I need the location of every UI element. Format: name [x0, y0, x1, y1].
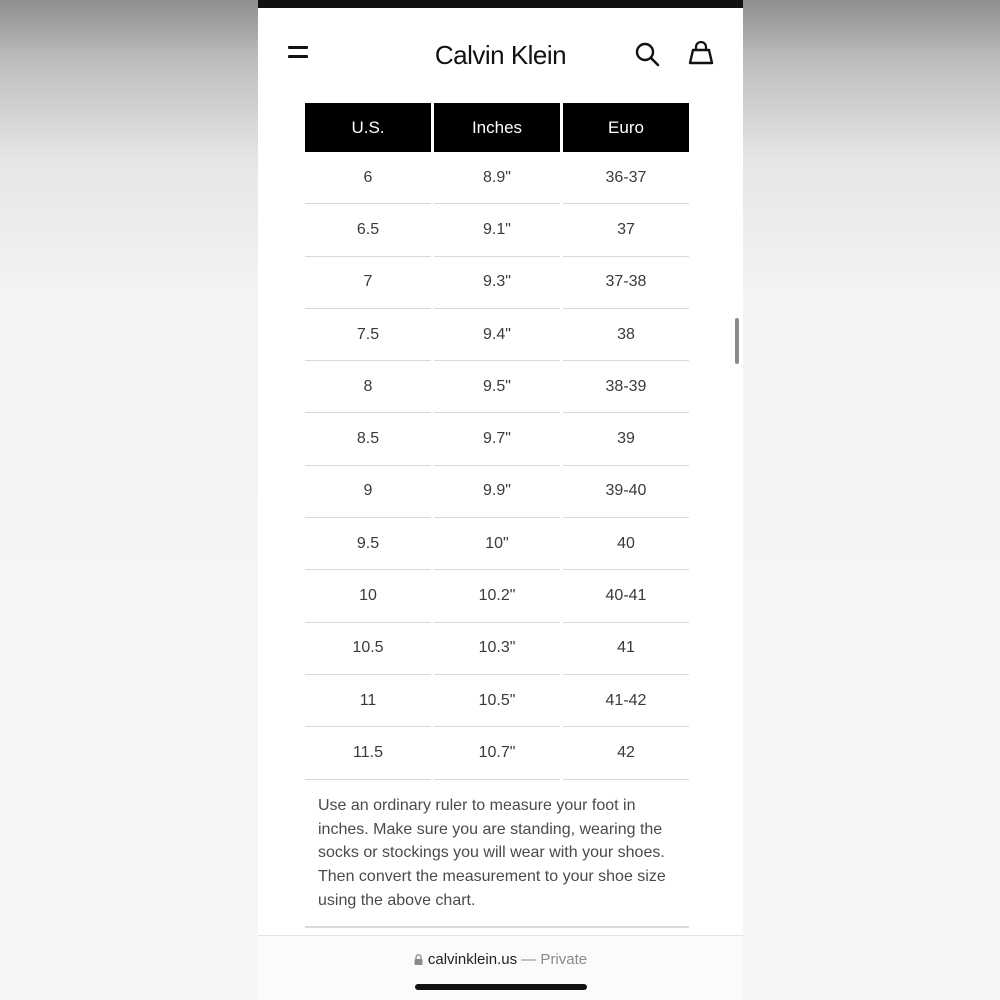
- table-row: [305, 309, 689, 361]
- us-size-cell: 9.5: [305, 518, 431, 570]
- us-size-cell: 6: [305, 152, 431, 204]
- us-size-cell: 11.5: [305, 727, 431, 779]
- divider: [305, 926, 689, 928]
- euro-size-cell: 40: [563, 518, 689, 570]
- us-size-cell: 10.5: [305, 623, 431, 675]
- euro-size-cell: 38: [563, 309, 689, 361]
- us-size-cell: 7.5: [305, 309, 431, 361]
- us-size-cell: 8.5: [305, 413, 431, 465]
- private-label: — Private: [521, 951, 588, 968]
- table-row: [305, 727, 689, 779]
- table-row: [305, 152, 689, 204]
- table-row: [305, 361, 689, 413]
- table-row: [305, 518, 689, 570]
- inches-cell: 9.9": [434, 466, 560, 518]
- home-indicator[interactable]: [415, 984, 587, 990]
- inches-cell: 9.3": [434, 257, 560, 309]
- table-body: [305, 152, 689, 780]
- status-bar: [258, 0, 743, 8]
- euro-size-cell: 37: [563, 204, 689, 256]
- inches-cell: 9.5": [434, 361, 560, 413]
- us-size-cell: 6.5: [305, 204, 431, 256]
- phone-screen: [258, 0, 743, 1000]
- euro-size-cell: 36-37: [563, 152, 689, 204]
- search-icon[interactable]: [634, 41, 660, 67]
- measurement-instructions: Use an ordinary ruler to measure your foot in inches. Make sure you are standing, wearing the socks or stockings you will wear with your shoes. Then convert the measurement to your shoe size using the above chart.: [318, 797, 666, 909]
- lock-icon: [414, 954, 423, 965]
- inches-cell: 10.2": [434, 570, 560, 622]
- us-size-cell: 7: [305, 257, 431, 309]
- inches-cell: 8.9": [434, 152, 560, 204]
- euro-size-cell: 41: [563, 623, 689, 675]
- inches-cell: 9.4": [434, 309, 560, 361]
- euro-size-cell: 40-41: [563, 570, 689, 622]
- inches-cell: 9.7": [434, 413, 560, 465]
- table-row: [305, 257, 689, 309]
- shoe-size-table: [305, 103, 689, 780]
- column-header-inches: Inches: [434, 103, 560, 152]
- table-row: [305, 623, 689, 675]
- table-header-row: [305, 103, 689, 152]
- euro-size-cell: 39-40: [563, 466, 689, 518]
- us-size-cell: 11: [305, 675, 431, 727]
- inches-cell: 10.3": [434, 623, 560, 675]
- table-row: [305, 413, 689, 465]
- euro-size-cell: 41-42: [563, 675, 689, 727]
- browser-address-bar: [258, 935, 743, 1000]
- shopping-bag-icon[interactable]: [688, 41, 714, 67]
- euro-size-cell: 42: [563, 727, 689, 779]
- us-size-cell: 8: [305, 361, 431, 413]
- inches-cell: 10": [434, 518, 560, 570]
- euro-size-cell: 37-38: [563, 257, 689, 309]
- table-row: [305, 466, 689, 518]
- table-row: [305, 204, 689, 256]
- url-domain: calvinklein.us: [427, 951, 518, 968]
- url-display[interactable]: [258, 951, 743, 968]
- scrollbar[interactable]: [735, 318, 739, 364]
- inches-cell: 10.5": [434, 675, 560, 727]
- column-header-euro: Euro: [563, 103, 689, 152]
- us-size-cell: 10: [305, 570, 431, 622]
- table-row: [305, 675, 689, 727]
- us-size-cell: 9: [305, 466, 431, 518]
- inches-cell: 9.1": [434, 204, 560, 256]
- euro-size-cell: 39: [563, 413, 689, 465]
- column-header-us: U.S.: [305, 103, 431, 152]
- brand-logo[interactable]: Calvin Klein: [434, 40, 567, 70]
- inches-cell: 10.7": [434, 727, 560, 779]
- euro-size-cell: 38-39: [563, 361, 689, 413]
- table-row: [305, 570, 689, 622]
- site-header: [258, 8, 743, 98]
